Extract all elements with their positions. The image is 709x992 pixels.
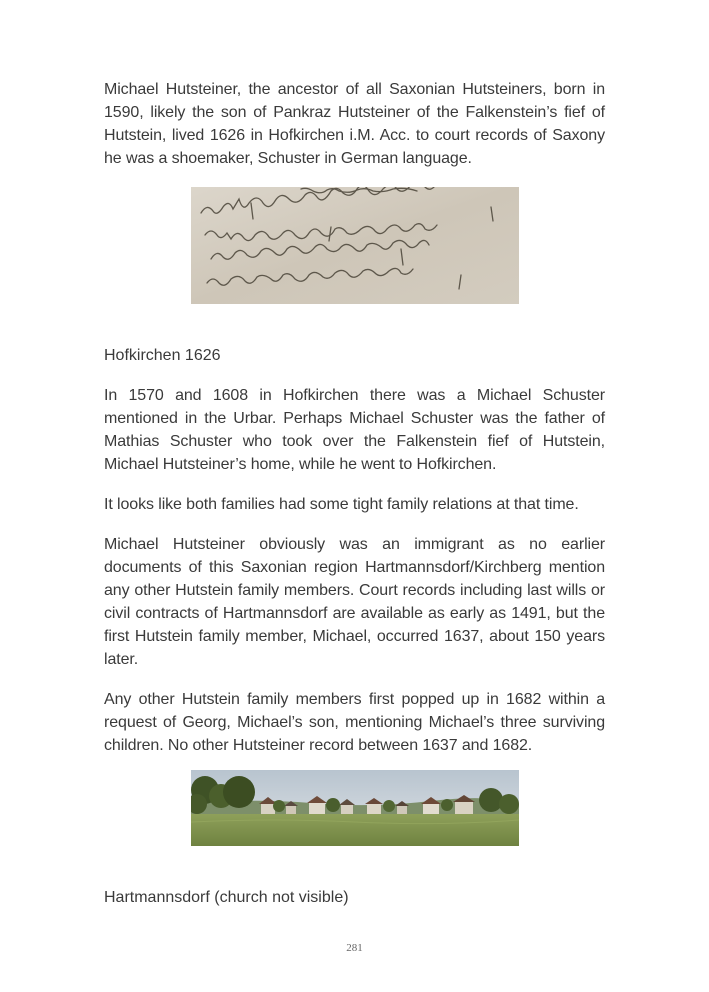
panorama-photo	[191, 770, 519, 846]
handwriting-illustration	[191, 187, 519, 304]
immigrant-paragraph: Michael Hutsteiner obviously was an immigrant as no earlier documents of this Saxonian region Hartmannsdorf/Kirchberg mention any other Hutstein family members. Court records including last wills or civil contracts of Hartmannsdorf are available as early as 1491, but the first Hutstein family member, Michael, occurred 1637, about 150 years later.	[104, 536, 605, 668]
village-landscape-illustration	[191, 770, 519, 846]
others-paragraph: Any other Hutstein family members first popped up in 1682 within a request of Georg, Michael’s son, mentioning Michael’s three surviving children. No other Hutsteiner record between 1637 and 1682.	[104, 691, 605, 754]
page-number: 281	[346, 942, 363, 954]
intro-paragraph: Michael Hutsteiner, the ancestor of all Saxonian Hutsteiners, born in 1590, likely the son of Pankraz Hutsteiner of the Falkenstein’s fief of Hutstein, lived 1626 in Hofkirchen i.M. Acc. to court records of Saxony he was a shoemaker, Schuster in German language.	[104, 81, 605, 167]
urbar-paragraph: In 1570 and 1608 in Hofkirchen there was a Michael Schuster mentioned in the Urbar. Perhaps Michael Schuster was the father of Mathias Schuster who took over the Falkenstein fief of Hutstein, Michael Hutsteiner’s home, while he went to Hofkirchen.	[104, 387, 605, 473]
manuscript-image	[191, 187, 519, 304]
manuscript-caption: Hofkirchen 1626	[104, 347, 221, 364]
panorama-caption: Hartmannsdorf (church not visible)	[104, 889, 349, 906]
page-content	[104, 78, 605, 909]
relations-paragraph: It looks like both families had some tight family relations at that time.	[104, 496, 579, 513]
